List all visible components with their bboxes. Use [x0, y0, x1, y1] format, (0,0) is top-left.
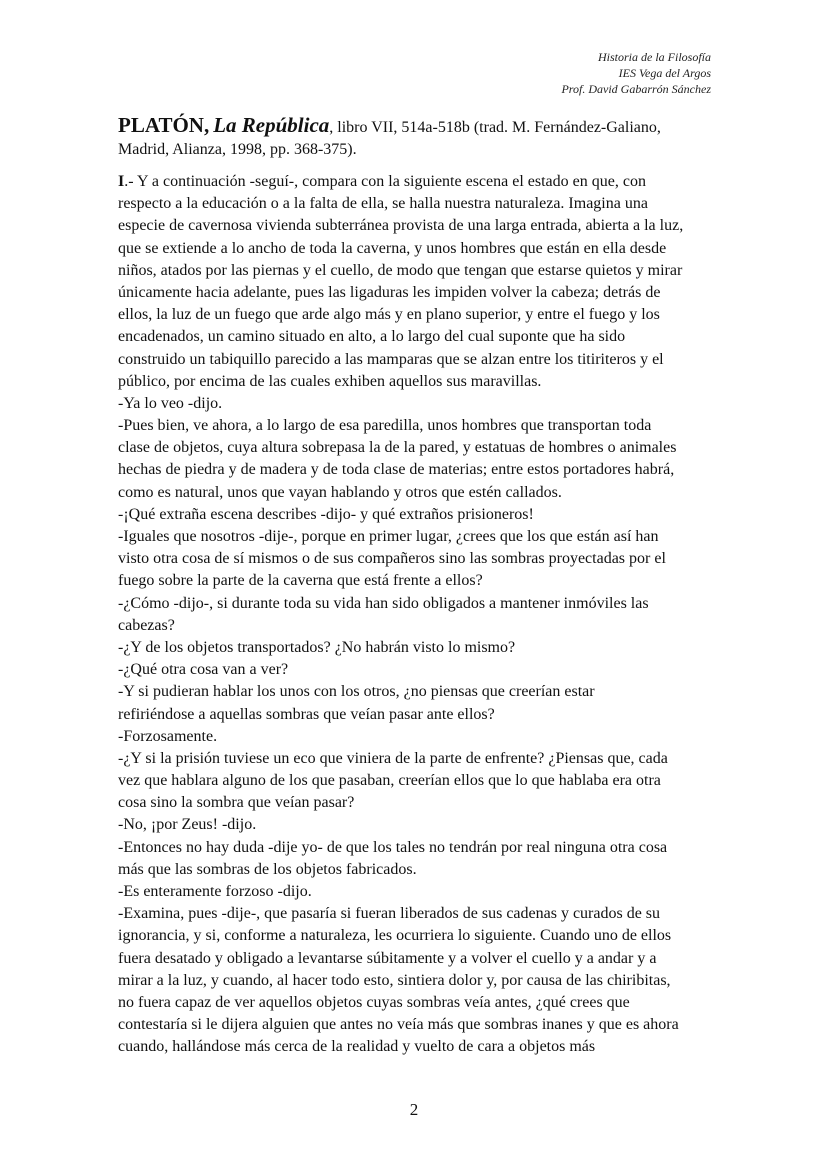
text-line: niños, atados por las piernas y el cuello, de modo que tengan que estarse quietos y mirar — [118, 261, 683, 279]
text-line: ignorancia, y si, conforme a naturaleza, les ocurriera lo siguiente. Cuando uno de ellos — [118, 927, 672, 945]
text-line: refiriéndose a aquellas sombras que veían pasar ante ellos? — [118, 705, 495, 723]
header-subject: Historia de la Filosofía — [597, 50, 711, 64]
text-line: cabezas? — [118, 616, 175, 634]
text-line: -Examina, pues -dije-, que pasaría si fueran liberados de sus cadenas y curados de su — [118, 905, 661, 923]
text-line: -Es enteramente forzoso -dijo. — [118, 883, 312, 900]
text-line: -¿Cómo -dijo-, si durante toda su vida han sido obligados a mantener inmóviles las — [118, 594, 649, 612]
work-title: La República — [213, 113, 330, 137]
text-line: visto otra cosa de sí mismos o de sus compañeros sino las sombras proyectadas por el — [118, 550, 666, 568]
page-header — [561, 49, 711, 97]
text-line: más que las sombras de los objetos fabricados. — [118, 860, 417, 878]
text-line: cosa sino la sombra que veían pasar? — [118, 794, 355, 812]
text-line: -No, ¡por Zeus! -dijo. — [118, 816, 257, 834]
body-text — [118, 171, 716, 1059]
section-marker: I — [118, 173, 125, 190]
text-line: fuera desatado y obligado a levantarse súbitamente y a volver el cuello y a andar y a — [118, 949, 657, 967]
text-line: público, por encima de las cuales exhiben aquellos sus maravillas. — [118, 372, 542, 390]
text-line: -Entonces no hay duda -dije yo- de que los tales no tendrán por real ninguna otra cosa — [118, 838, 668, 856]
text-line: -¿Qué otra cosa van a ver? — [118, 661, 289, 679]
text-line: I.- Y a continuación -seguí-, compara con la siguiente escena el estado en que, con — [118, 173, 646, 190]
text-line: vez que hablara alguno de los que pasaban, creerían ellos que lo que hablaba era otra — [118, 772, 661, 790]
text-line: fuego sobre la parte de la caverna que está frente a ellos? — [118, 572, 483, 590]
text-line: -Y si pudieran hablar los unos con los otros, ¿no piensas que creerían estar — [118, 683, 595, 701]
text-line: -Forzosamente. — [118, 727, 218, 745]
citation-title — [118, 114, 718, 161]
text-line: contestaría si le dijera alguien que antes no veía más que sombras inanes y que es ahora — [118, 1016, 679, 1034]
text-line: -¡Qué extraña escena describes -dijo- y qué extraños prisioneros! — [118, 505, 534, 523]
header-teacher: Prof. David Gabarrón Sánchez — [561, 82, 711, 96]
text-line: -Iguales que nosotros -dije-, porque en primer lugar, ¿crees que los que están así han — [118, 528, 659, 545]
text-line: que se extiende a lo ancho de toda la caverna, y unos hombres que están en ella desde — [118, 239, 667, 257]
text-line: ellos, la luz de un fuego que arde algo más y en plano superior, y entre el fuego y los — [118, 306, 660, 324]
text-line: especie de cavernosa vivienda subterránea provista de una larga entrada, abierta a la luz, — [118, 217, 684, 235]
text-line: como es natural, unos que vayan hablando y otros que estén callados. — [118, 483, 562, 501]
text-line: no fuera capaz de ver aquellos objetos cuyas sombras veía antes, ¿qué crees que — [118, 993, 630, 1011]
text-line: -Ya lo veo -dijo. — [118, 394, 223, 412]
text-line: -Pues bien, ve ahora, a lo largo de esa paredilla, unos hombres que transportan toda — [118, 417, 652, 435]
citation-detail: , libro VII, 514a-518b (trad. M. Fernández-Galiano, — [329, 119, 661, 136]
text-line: hechas de piedra y de madera y de toda clase de materias; entre estos portadores habrá, — [118, 461, 675, 479]
page-number: 2 — [409, 1100, 419, 1119]
text-line: -¿Y si la prisión tuviese un eco que viniera de la parte de enfrente? ¿Piensas que, cada — [118, 749, 668, 767]
text-line: únicamente hacia adelante, pues las ligaduras les impiden volver la cabeza; detrás de — [118, 283, 661, 301]
citation-publisher: Madrid, Alianza, 1998, pp. 368-375). — [118, 141, 357, 158]
text-line: respecto a la educación o a la falta de ella, se halla nuestra naturaleza. Imagina una — [118, 195, 648, 213]
text-line: encadenados, un camino situado en alto, a lo largo del cual suponte que ha sido — [118, 328, 626, 346]
text-line: mirar a la luz, y cuando, al hacer todo esto, sintiera dolor y, por causa de las chiribitas, — [118, 971, 671, 989]
text-line: cuando, hallándose más cerca de la realidad y vuelto de cara a objetos más — [118, 1038, 596, 1056]
text-line: construido un tabiquillo parecido a las mamparas que se alzan entre los titiriteros y el — [118, 350, 664, 368]
text-line: clase de objetos, cuya altura sobrepasa la de la pared, y estatuas de hombres o animales — [118, 439, 677, 457]
text-line: -¿Y de los objetos transportados? ¿No habrán visto lo mismo? — [118, 638, 516, 656]
author-name: PLATÓN, — [118, 113, 210, 137]
header-school: IES Vega del Argos — [618, 66, 711, 80]
